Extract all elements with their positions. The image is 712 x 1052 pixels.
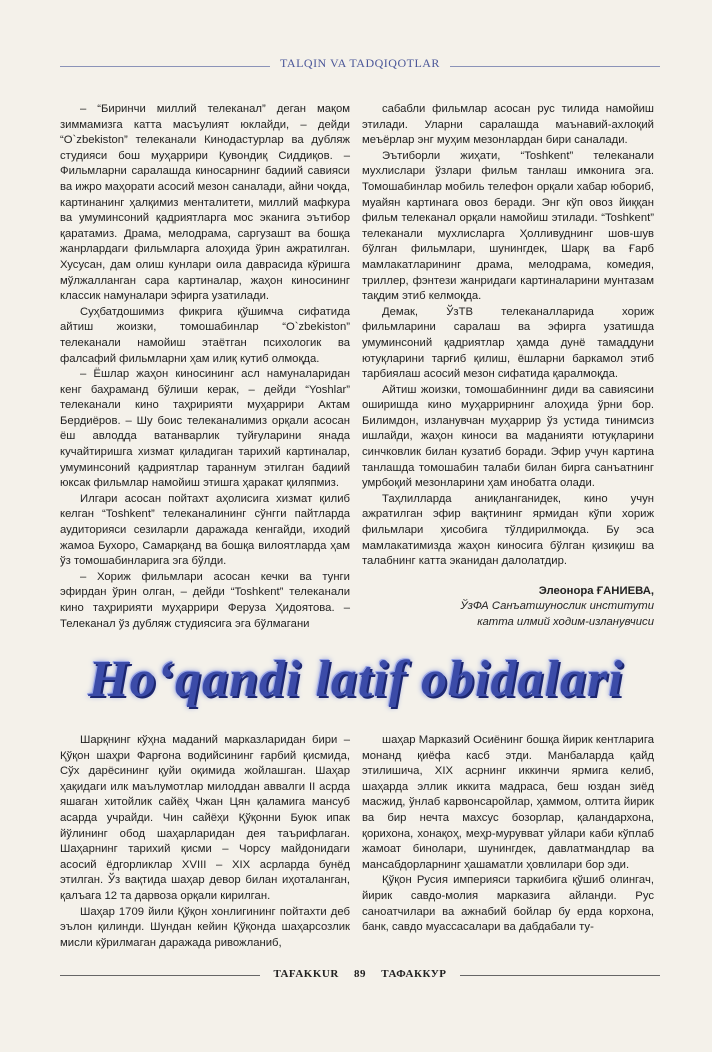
footer-magazine-cyrillic: ТАФАККУР [381, 968, 447, 980]
article2-title-banner [60, 640, 652, 718]
footer-rule-right [460, 975, 660, 976]
paragraph: Қўқон Русия империяси таркибига қўшиб олингач, йирик савдо-молия марказига айланди. Рус саноатчилари ва ажнабий бойлар бу ерда корхона, банк, савдо муассасалари ва дабдабали ту- [362, 874, 654, 934]
article2-title: Ho‘qandi latif obidalari [88, 650, 624, 708]
paragraph: Таҳлилларда аниқланганидек, кино учун ажратилган эфир вақтининг ярмидан кўпи хориж фильмлари ҳисобига тўлдирилмоқда. Бу эса мамлакатимизда жаҳон киносига бўлган қизиқиш ва талабнинг катта эканидан далолатдир. [362, 492, 654, 568]
author-position: катта илмий ходим-изланувчиси [477, 616, 654, 628]
paragraph: Шаҳар 1709 йили Қўқон хонлигининг пойтахти деб эълон қилинди. Шундан кейин Қўқонда шаҳарсозлик мисли кўрилмаган даражада ривожланиб, [60, 905, 350, 949]
page-number: 89 [354, 968, 367, 980]
paragraph: Илгари асосан пойтахт аҳолисига хизмат қилиб келган “Toshkent” телеканалининг сўнгги пайтларда аудиторияси сезиларли даражада кенгайди, иходий жамоа Бухоро, Самарқанд ва бошқа вилоятларда ҳам ўз томошабинларига эга бўлди. [60, 492, 350, 568]
paragraph: шаҳар Марказий Осиёнинг бошқа йирик кентларига монанд қиёфа касб этди. Манбаларда қайд этилишича, XIX асрнинг иккинчи ярмига келиб, шаҳарда эллик иккита мадраса, беш юздан зиёд масжид, ўнлаб карвонсаройлар, ҳаммом, олтита йирик ва бир нечта махсус бозорлар, қаландархона, қорихона, хонақоҳ, меҳр-мурувват уйлари каби кўплаб жамоат бинолари, шунингдек, давлатмандлар ва мансабдорларнинг ҳашаматли ҳовлилари бор эди. [362, 734, 654, 871]
author-name: Элеонора ҒАНИЕВА, [538, 584, 654, 597]
section-title: TALQIN VA TADQIQOTLAR [270, 56, 450, 71]
footer-magazine-latin: TAFAKKUR [273, 968, 339, 980]
paragraph: – Ёшлар жаҳон киносининг асл намуналаридан кенг баҳраманд бўлиши керак, – дейди “Yoshlar” телеканали кино таҳририяти муҳаррири Актам Бердиёров. – Шу боис телеканалимиз орқали асосан ёш авлодда ватанварлик туйғуларини янада кучайтиришга хизмат қиладиган тарихий картиналар, умуминсоний қадриятлар тараннум этилган бадиий юксак фильмлар намойиш этишга ҳаракат қиляпмиз. [60, 368, 350, 490]
paragraph: – “Биринчи миллий телеканал” деган мақом зиммамизга катта масъулият юклайди, – дейди “O`zbekiston” телеканали Кинодастурлар ва дубляж студияси бош муҳаррири Қувондиқ Сиддиқов. – Фильмларни саралашда киносарнинг бадиий савияси ва ижро маҳорати асосий мезон саналади, айни чоқда, картинанинг ҳалқимиз менталитети, миллий мафкура ва умуминсоний қадриятларга мос эканига эътибор қаратамиз. Драма, мелодрама, саргузашт ва бошқа жанрлардаги фильмларга алоҳида ўрин ажратилган. Хусусан, дам олиш кунлари оила даврасида кўришга мўлжалланган сара картиналар, жаҳон киносининг классик намуналари эфирга узатилади. [60, 103, 350, 303]
footer-rule-left [60, 975, 260, 976]
footer-text [260, 968, 460, 980]
paragraph: Эътиборли жиҳати, “Toshkent” телеканали мухлислари ўзлари фильм танлаш имконига эга. Томошабинлар мобиль телефон орқали хабар юбориб, муайян картинага овоз беради. Энг кўп овоз йиққан фильм телеканал орқали намойиш этилади. “Toshkent” телеканали мухлисларга Ҳолливуднинг шов-шув бўлган фильмлари, шунингдек, Шарқ ва Ғарб мамлакатларининг драма, мелодрама, комедия, триллер, фэнтези жанридаги картиналарини мунтазам тақдим этиб келмоқда. [362, 149, 654, 303]
paragraph: Шарқнинг кўҳна маданий марказларидан бири – Қўқон шаҳри Фарғона водийсининг ғарбий қисмида, Сўх дарёсининг қуйи оқимида жойлашган. Шаҳар ҳақидаги илк маълумотлар милоддан аввалги II асрда яшаган хитойлик сайёҳ Чжан Цян қаламига мансуб асарда учрайди. Чин сайёҳи Қўқонни Буюк ипак йўлининг обод шаҳарларидан дея таърифлаган. Шаҳарнинг тарихий қисми – Чорсу майдонидаги асосий ёдгорликлар XVIII – XIX асрларда бунёд этилган. Ўз вақтида шаҳар девор билан иҳоталанган, қалъага 12 та дарвоза орқали кирилган. [60, 734, 350, 902]
paragraph: Демак, ЎзТВ телеканалларида хориж фильмларини саралаш ва эфирга узатишда умуминсоний қадриятлар ҳамда дунё тамаддуни ютуқларини тарғиб қилиш, ёшларни баркамол этиб тарбиялаш асосий мезон сифатида қаралмоқда. [362, 305, 654, 381]
article2-right-column [362, 733, 654, 936]
article1-right-column [362, 102, 654, 631]
page-footer [60, 966, 660, 986]
paragraph: Айтиш жоизки, томошабиннинг диди ва савиясини оширишда кино муҳаррирнинг алоҳида ўрни бор. Билимдон, изланувчан муҳаррир ўз устида тинимсиз ишлайди, жаҳон киноси ва маданияти ютуқларини синчковлик билан кузатиб боради. Эфир учун картина танлашда томошабин талаби билан бирга санъатнинг умрбоқий мезонларини ҳам инобатга олади. [362, 383, 654, 490]
page-header [60, 54, 660, 76]
paragraph: – Хориж фильмлари асосан кечки ва тунги эфирдан ўрин олган, – дейди “Toshkent” телеканали кино таҳририяти муҳаррири Феруза Ҳидоятова. – Телеканал ўз дубляж студиясига эга бўлмагани [60, 570, 350, 630]
paragraph: Суҳбатдошимиз фикрига қўшимча сифатида айтиш жоизки, томошабинлар “O`zbekiston” телеканали намойиш этаётган психологик ва фалсафий фильмларни ҳам илиқ кутиб олмоқда. [60, 305, 350, 365]
author-affiliation: ЎзФА Санъатшунослик институти [460, 600, 654, 613]
article1-left-column [60, 102, 350, 632]
paragraph: сабабли фильмлар асосан рус тилида намойиш этилади. Уларни саралашда маънавий-ахлоқий меъёрлар энг муҳим мезонлардан бири саналади. [362, 103, 654, 147]
article2-left-column [60, 733, 350, 951]
